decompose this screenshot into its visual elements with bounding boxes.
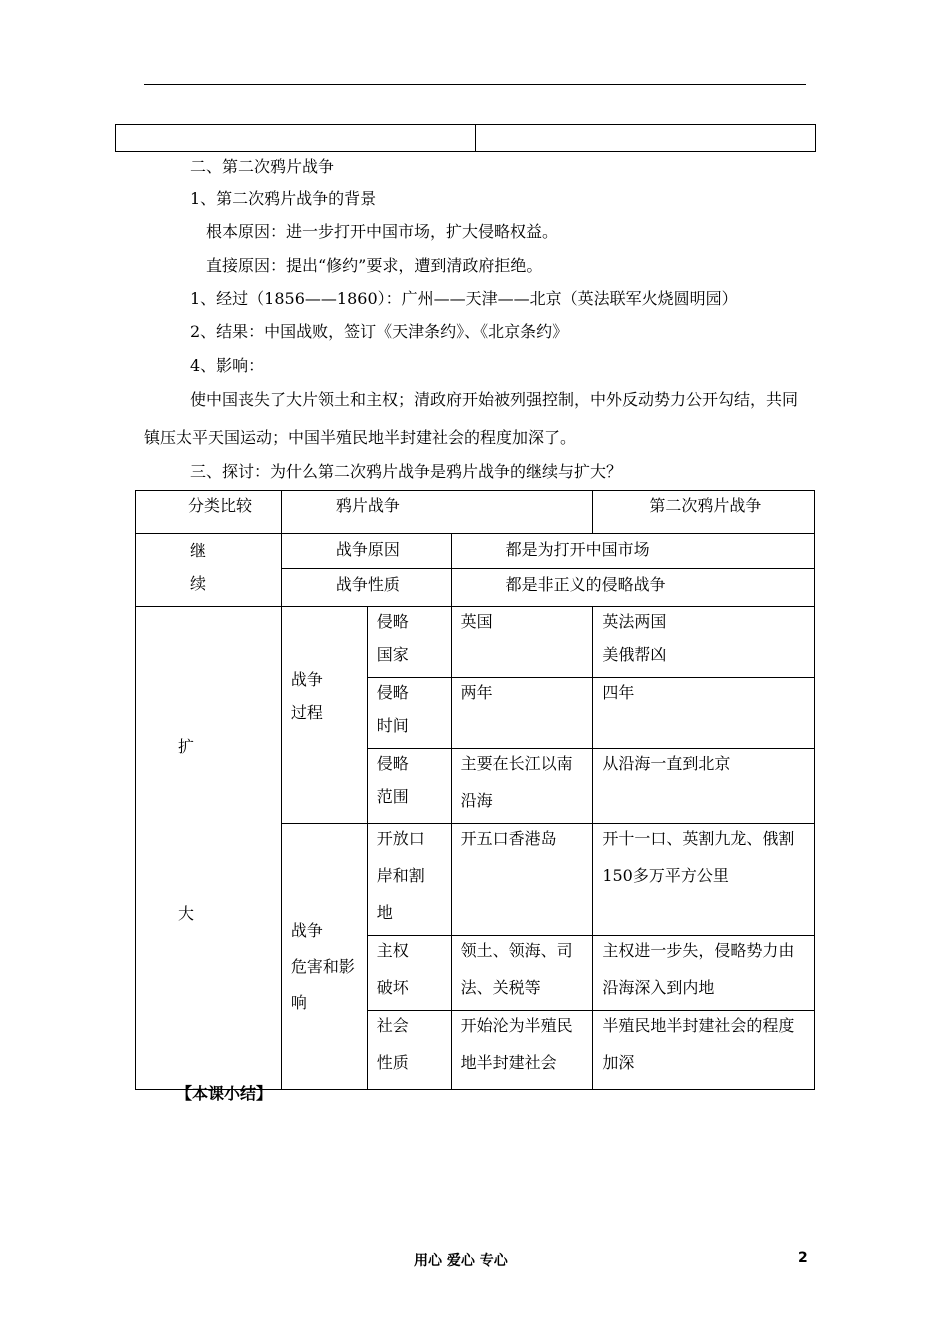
first-war-cell [451, 824, 593, 936]
group-label-line: 战争 [290, 670, 323, 689]
value-line: 美俄帮凶 [602, 645, 667, 664]
item-line: 性质 [376, 1053, 409, 1072]
continuation-row-label: 战争性质 [281, 568, 451, 606]
value-line: 英法两国 [602, 612, 667, 631]
continuation-row-label: 战争原因 [281, 534, 451, 569]
top-empty-table [115, 124, 816, 152]
item-line: 社会 [376, 1016, 409, 1035]
empty-cell [476, 125, 816, 152]
item-cell [367, 1011, 451, 1090]
value-line: 英国 [460, 612, 493, 631]
group-label-line: 战争 [290, 921, 323, 940]
header-cell-category: 分类比较 [136, 491, 282, 534]
table-header-row [136, 491, 815, 534]
group-label-line: 过程 [290, 703, 323, 722]
value-line: 地半封建社会 [460, 1053, 557, 1072]
item-line: 破坏 [376, 978, 409, 997]
first-war-cell [451, 936, 593, 1011]
table-row [136, 607, 815, 678]
value-line: 主要在长江以南 [460, 754, 573, 773]
section2-heading: 二、第二次鸦片战争 [190, 157, 335, 176]
value-line: 两年 [460, 683, 493, 702]
header-cell-second-war: 第二次鸦片战争 [593, 491, 815, 534]
first-war-cell [451, 678, 593, 749]
value-line: 领土、领海、司 [460, 941, 573, 960]
second-war-cell [593, 936, 815, 1011]
direct-cause: 直接原因：提出“修约”要求，遭到清政府拒绝。 [206, 256, 543, 275]
expansion-label-char: 扩 [178, 737, 195, 756]
table-row [136, 534, 815, 569]
item-line: 侵略 [376, 612, 409, 631]
item-line: 时间 [376, 716, 409, 735]
continuation-label-char: 继 [190, 541, 207, 560]
value-line: 从沿海一直到北京 [602, 754, 731, 773]
value-line: 开五口香港岛 [460, 829, 557, 848]
value-line: 开十一口、英割九龙、俄割 [602, 829, 795, 848]
footer-motto: 用心 爱心 专心 [414, 1253, 508, 1269]
summary-heading: 【本课小结】 [176, 1084, 273, 1103]
continuation-label-char: 续 [190, 574, 207, 593]
group-label-line: 响 [290, 993, 307, 1012]
value-line: 沿海 [460, 791, 493, 810]
section3-heading: 三、探讨：为什么第二次鸦片战争是鸦片战争的继续与扩大？ [190, 462, 623, 481]
item-line: 侵略 [376, 754, 409, 773]
background-heading: 1、第二次鸦片战争的背景 [190, 189, 377, 208]
item-line: 侵略 [376, 683, 409, 702]
header-rule [144, 84, 806, 85]
impact-text-line2: 镇压太平天国运动；中国半殖民地半封建社会的程度加深了。 [144, 428, 577, 447]
root-cause: 根本原因：进一步打开中国市场，扩大侵略权益。 [206, 222, 559, 241]
value-line: 法、关税等 [460, 978, 541, 997]
second-war-cell [593, 824, 815, 936]
value-line: 加深 [602, 1053, 635, 1072]
value-line: 开始沦为半殖民 [460, 1016, 573, 1035]
group-label-harm [281, 824, 367, 1090]
item-line: 岸和割 [376, 866, 425, 885]
item-cell [367, 749, 451, 824]
item-line: 国家 [376, 645, 409, 664]
second-war-cell [593, 749, 815, 824]
second-war-cell [593, 607, 815, 678]
comparison-table [135, 490, 815, 1090]
impact-heading: 4、影响： [190, 356, 265, 375]
expansion-label-cell [136, 607, 282, 1090]
value-line: 150多万平方公里 [602, 866, 729, 885]
item-cell [367, 607, 451, 678]
item-cell [367, 936, 451, 1011]
group-label-process [281, 607, 367, 824]
value-line: 四年 [602, 683, 635, 702]
page-number: 2 [798, 1250, 808, 1266]
item-line: 地 [376, 903, 393, 922]
impact-text-line1: 使中国丧失了大片领土和主权；清政府开始被列强控制，中外反动势力公开勾结，共同 [190, 390, 799, 409]
process-line: 1、经过（1856——1860）：广州——天津——北京（英法联军火烧圆明园） [190, 289, 738, 308]
item-line: 开放口 [376, 829, 425, 848]
item-cell [367, 824, 451, 936]
continuation-row-value: 都是非正义的侵略战争 [451, 568, 814, 606]
expansion-label-char: 大 [178, 904, 195, 923]
header-cell-first-war: 鸦片战争 [281, 491, 593, 534]
first-war-cell [451, 607, 593, 678]
continuation-row-value: 都是为打开中国市场 [451, 534, 814, 569]
second-war-cell [593, 678, 815, 749]
item-line: 范围 [376, 787, 409, 806]
result-line: 2、结果：中国战败，签订《天津条约》、《北京条约》 [190, 322, 569, 341]
value-line: 半殖民地半封建社会的程度 [602, 1016, 795, 1035]
first-war-cell [451, 1011, 593, 1090]
value-line: 沿海深入到内地 [602, 978, 715, 997]
second-war-cell [593, 1011, 815, 1090]
continuation-label-cell [136, 534, 282, 607]
item-cell [367, 678, 451, 749]
first-war-cell [451, 749, 593, 824]
empty-cell [116, 125, 476, 152]
value-line: 主权进一步失，侵略势力由 [602, 941, 795, 960]
item-line: 主权 [376, 941, 409, 960]
group-label-line: 危害和影 [290, 957, 355, 976]
